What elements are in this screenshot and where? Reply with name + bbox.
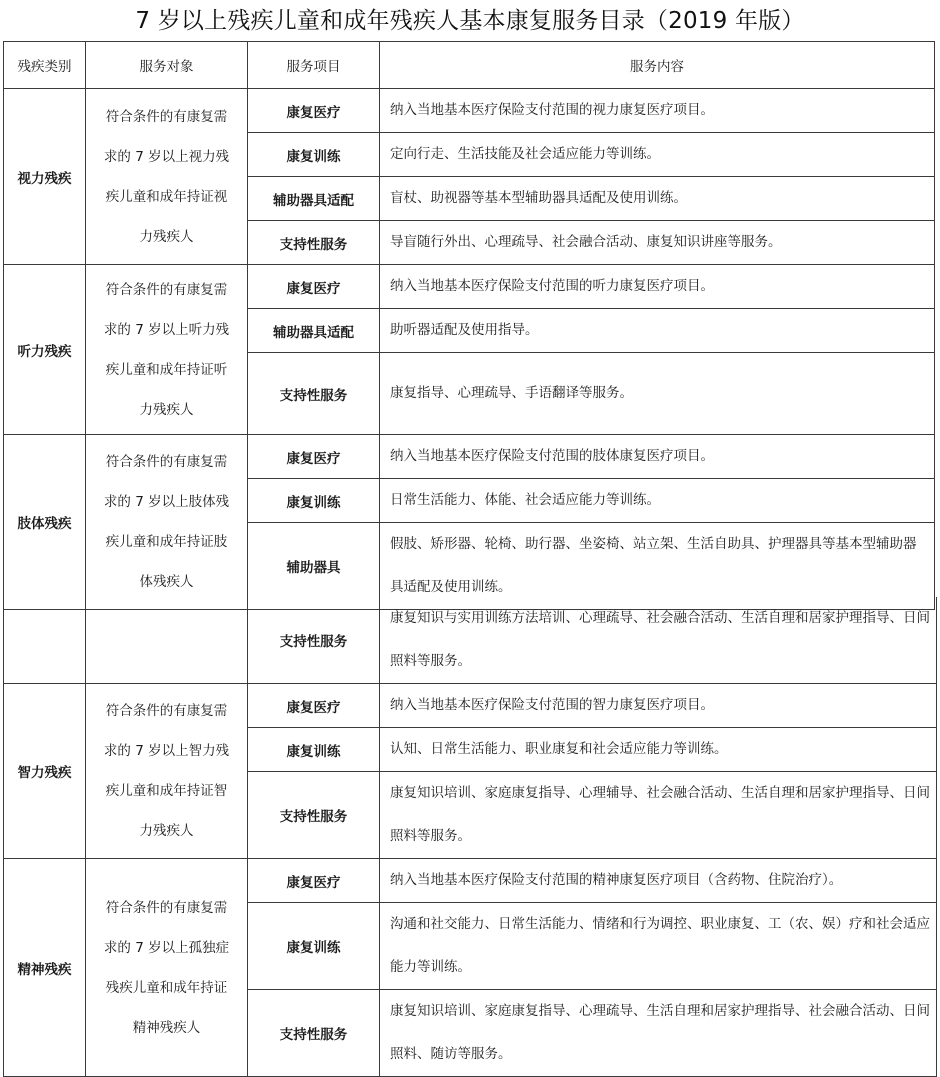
content-cell: 助听器适配及使用指导。 (380, 309, 935, 353)
content-cell: 定向行走、生活技能及社会适应能力等训练。 (380, 133, 935, 177)
category-cell: 智力残疾 (4, 684, 86, 859)
content-cell: 纳入当地基本医疗保险支付范围的视力康复医疗项目。 (380, 89, 935, 133)
item-cell: 康复训练 (248, 133, 380, 177)
item-cell: 辅助器具适配 (248, 177, 380, 221)
target-cell-empty (86, 597, 248, 684)
table-row (4, 684, 937, 728)
content-cell: 康复知识培训、家庭康复指导、心理疏导、生活自理和居家护理指导、社会融合活动、日间照料、随访等服务。 (380, 990, 937, 1077)
item-cell: 康复训练 (248, 903, 380, 990)
table-row (4, 265, 935, 309)
item-cell: 辅助器具 (248, 523, 380, 610)
item-cell: 支持性服务 (248, 597, 380, 684)
item-cell: 康复医疗 (248, 89, 380, 133)
category-cell: 听力残疾 (4, 265, 86, 435)
target-cell (86, 684, 248, 859)
target-line: 力残疾人 (139, 401, 194, 418)
table-row (4, 597, 937, 684)
header-row (4, 42, 935, 89)
target-line: 符合条件的有康复需 (105, 281, 228, 298)
target-line: 残疾儿童和成年持证 (105, 979, 228, 996)
target-line: 力残疾人 (139, 823, 194, 839)
table-row (4, 435, 935, 479)
content-cell: 康复知识培训、家庭康复指导、心理辅导、社会融合活动、生活自理和居家护理指导、日间照料等服务。 (380, 772, 937, 859)
target-line: 精神残疾人 (132, 1019, 201, 1036)
target-line: 疾儿童和成年持证听 (105, 361, 228, 378)
category-cell: 精神残疾 (4, 859, 86, 1077)
content-cell: 纳入当地基本医疗保险支付范围的精神康复医疗项目（含药物、住院治疗）。 (380, 859, 937, 903)
content-cell: 纳入当地基本医疗保险支付范围的智力康复医疗项目。 (380, 684, 937, 728)
target-line: 求的 7 岁以上孤独症 (103, 939, 230, 956)
category-cell: 肢体残疾 (4, 435, 86, 610)
content-cell: 纳入当地基本医疗保险支付范围的听力康复医疗项目。 (380, 265, 935, 309)
target-cell (86, 265, 248, 435)
target-line: 符合条件的有康复需 (105, 108, 228, 125)
content-cell: 康复指导、心理疏导、手语翻译等服务。 (380, 353, 935, 435)
item-cell: 康复医疗 (248, 265, 380, 309)
content-cell: 假肢、矫形器、轮椅、助行器、坐姿椅、站立架、生活自助具、护理器具等基本型辅助器具适配及使用训练。 (380, 523, 935, 610)
target-cell (86, 859, 248, 1077)
item-cell: 辅助器具适配 (248, 309, 380, 353)
content-cell: 康复知识与实用训练方法培训、心理疏导、社会融合活动、生活自理和居家护理指导、日间照料等服务。 (380, 597, 937, 684)
item-cell: 康复训练 (248, 479, 380, 523)
category-cell: 视力残疾 (4, 89, 86, 265)
target-line: 求的 7 岁以上听力残 (103, 321, 230, 338)
service-catalog-table-part1 (3, 41, 935, 610)
target-line: 求的 7 岁以上视力残 (103, 148, 230, 165)
target-line: 疾儿童和成年持证智 (105, 783, 228, 799)
item-cell: 支持性服务 (248, 221, 380, 265)
target-line: 符合条件的有康复需 (105, 454, 228, 470)
header-category: 残疾类别 (4, 42, 86, 89)
category-cell-empty (4, 597, 86, 684)
item-cell: 康复医疗 (248, 435, 380, 479)
content-cell: 认知、日常生活能力、职业康复和社会适应能力等训练。 (380, 728, 937, 772)
item-cell: 康复医疗 (248, 684, 380, 728)
table-row (4, 89, 935, 133)
target-line: 符合条件的有康复需 (105, 899, 228, 916)
item-cell: 支持性服务 (248, 990, 380, 1077)
target-cell (86, 89, 248, 265)
target-line: 疾儿童和成年持证肢 (105, 534, 228, 550)
target-line: 求的 7 岁以上智力残 (103, 743, 230, 759)
item-cell: 康复医疗 (248, 859, 380, 903)
content-cell: 纳入当地基本医疗保险支付范围的肢体康复医疗项目。 (380, 435, 935, 479)
page-title: 7 岁以上残疾儿童和成年残疾人基本康复服务目录（2019 年版） (135, 8, 805, 34)
target-line: 符合条件的有康复需 (105, 703, 228, 719)
header-item: 服务项目 (248, 42, 380, 89)
content-cell: 日常生活能力、体能、社会适应能力等训练。 (380, 479, 935, 523)
target-line: 力残疾人 (139, 228, 194, 245)
table-row (4, 859, 937, 903)
target-line: 求的 7 岁以上肢体残 (103, 494, 230, 510)
content-cell: 沟通和社交能力、日常生活能力、情绪和行为调控、职业康复、工（农、娱）疗和社会适应能力等训练。 (380, 903, 937, 990)
target-line: 体残疾人 (139, 574, 194, 590)
item-cell: 支持性服务 (248, 772, 380, 859)
content-cell: 导盲随行外出、心理疏导、社会融合活动、康复知识讲座等服务。 (380, 221, 935, 265)
target-cell (86, 435, 248, 610)
service-catalog-table-part2 (3, 597, 937, 1077)
header-content: 服务内容 (380, 42, 935, 89)
target-line: 疾儿童和成年持证视 (105, 188, 228, 205)
item-cell: 康复训练 (248, 728, 380, 772)
content-cell: 盲杖、助视器等基本型辅助器具适配及使用训练。 (380, 177, 935, 221)
header-target: 服务对象 (86, 42, 248, 89)
item-cell: 支持性服务 (248, 353, 380, 435)
